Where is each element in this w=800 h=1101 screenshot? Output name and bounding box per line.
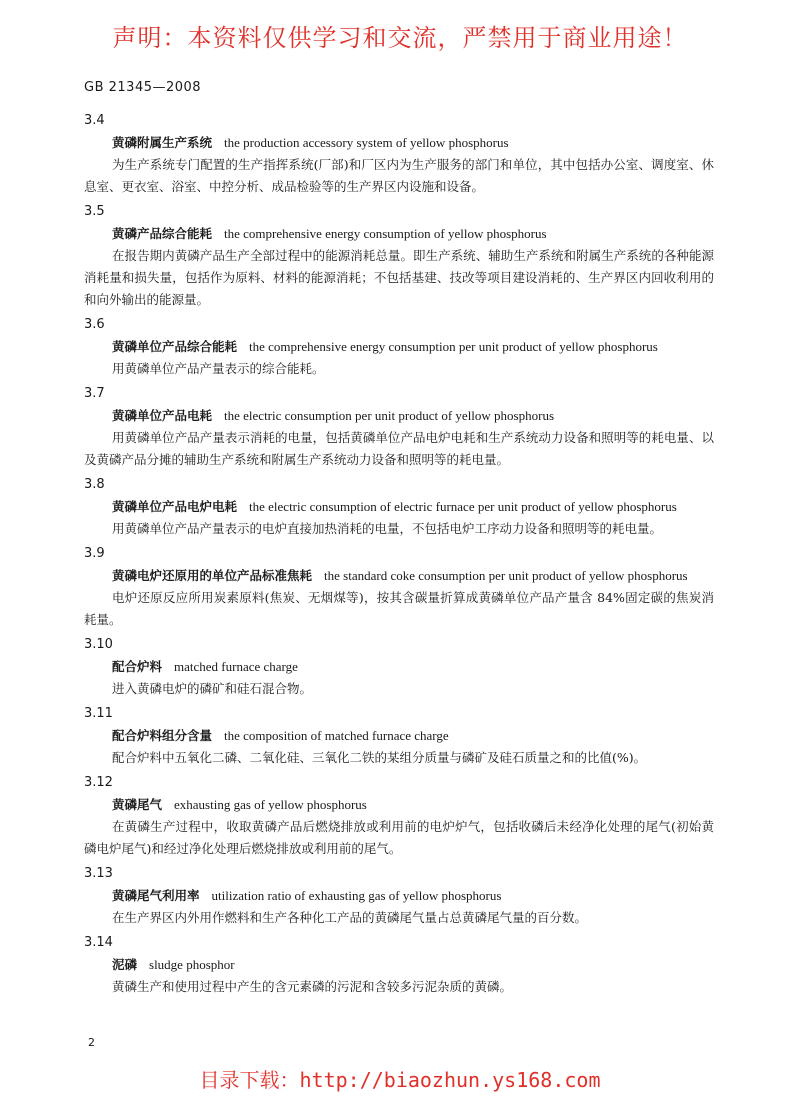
clause-3-9	[84, 543, 714, 631]
term-chinese: 黄磷尾气利用率	[112, 888, 200, 903]
term-english: the comprehensive energy consumption of yellow phosphorus	[224, 226, 547, 241]
term-chinese: 黄磷产品综合能耗	[112, 226, 213, 241]
footer-url-link[interactable]: http://biaozhun.ys168.com	[299, 1068, 601, 1092]
term-line	[84, 496, 714, 518]
clause-3-14	[84, 932, 714, 998]
clause-number: 3.6	[84, 317, 105, 332]
clause-number: 3.5	[84, 204, 105, 219]
clause-number: 3.12	[84, 775, 113, 790]
clause-3-4	[84, 110, 714, 198]
term-line	[84, 656, 714, 678]
clause-number: 3.7	[84, 386, 105, 401]
term-chinese: 泥磷	[112, 957, 138, 972]
term-line	[84, 885, 714, 907]
download-footer	[0, 1064, 800, 1093]
term-definition: 用黄磷单位产品产量表示的综合能耗。	[112, 361, 325, 376]
disclaimer-banner: 声明：本资料仅供学习和交流，严禁用于商业用途！	[112, 24, 688, 52]
clause-number: 3.8	[84, 477, 105, 492]
term-english: the production accessory system of yellow phosphorus	[224, 135, 509, 150]
term-line	[84, 405, 714, 427]
clause-3-5	[84, 201, 714, 311]
term-english: matched furnace charge	[174, 659, 298, 674]
clause-3-7	[84, 383, 714, 471]
footer-label: 目录下载：	[199, 1068, 300, 1092]
term-definition: 电炉还原反应所用炭素原料(焦炭、无烟煤等)，按其含碳量折算成黄磷单位产品产量含 84%固定碳的焦炭消耗量。	[84, 590, 714, 627]
page-number: 2	[88, 1036, 95, 1049]
term-chinese: 配合炉料组分含量	[112, 728, 213, 743]
term-line	[84, 725, 714, 747]
term-definition: 在生产界区内外用作燃料和生产各种化工产品的黄磷尾气量占总黄磷尾气量的百分数。	[112, 910, 588, 925]
term-line	[84, 565, 714, 587]
term-english: the electric consumption per unit product of yellow phosphorus	[224, 408, 554, 423]
term-english: sludge phosphor	[149, 957, 235, 972]
term-definition: 用黄磷单位产品产量表示消耗的电量，包括黄磷单位产品电炉电耗和生产系统动力设备和照明等的耗电量、以及黄磷产品分摊的辅助生产系统和附属生产系统动力设备和照明等的耗电量。	[84, 430, 714, 467]
term-line	[84, 223, 714, 245]
term-definition: 用黄磷单位产品产量表示的电炉直接加热消耗的电量，不包括电炉工序动力设备和照明等的耗电量。	[112, 521, 663, 536]
term-definition: 进入黄磷电炉的磷矿和硅石混合物。	[112, 681, 313, 696]
term-chinese: 黄磷附属生产系统	[112, 135, 213, 150]
clause-3-13	[84, 863, 714, 929]
term-chinese: 配合炉料	[112, 659, 163, 674]
term-definition: 在报告期内黄磷产品生产全部过程中的能源消耗总量。即生产系统、辅助生产系统和附属生产系统的各种能源消耗量和损失量，包括作为原料、材料的能源消耗；不包括基建、技改等项目建设消耗的、生产界区内回收利用的和向外输出的能源量。	[84, 248, 714, 307]
clause-number: 3.11	[84, 706, 113, 721]
term-line	[84, 132, 714, 154]
term-english: the electric consumption of electric furnace per unit product of yellow phosphorus	[249, 499, 677, 514]
clause-number: 3.9	[84, 546, 105, 561]
clause-3-6	[84, 314, 714, 380]
term-chinese: 黄磷尾气	[112, 797, 163, 812]
clause-3-12	[84, 772, 714, 860]
term-english: the comprehensive energy consumption per unit product of yellow phosphorus	[249, 339, 658, 354]
term-chinese: 黄磷电炉还原用的单位产品标准焦耗	[112, 568, 313, 583]
clause-3-11	[84, 703, 714, 769]
clause-list	[84, 110, 714, 1001]
term-definition: 配合炉料中五氧化二磷、二氧化硅、三氧化二铁的某组分质量与磷矿及硅石质量之和的比值(%)。	[112, 750, 647, 765]
clause-3-10	[84, 634, 714, 700]
term-chinese: 黄磷单位产品电耗	[112, 408, 213, 423]
term-english: utilization ratio of exhausting gas of yellow phosphorus	[211, 888, 502, 903]
term-chinese: 黄磷单位产品综合能耗	[112, 339, 238, 354]
term-line	[84, 336, 714, 358]
clause-3-8	[84, 474, 714, 540]
standard-number-header: GB 21345—2008	[84, 80, 202, 95]
term-english: exhausting gas of yellow phosphorus	[174, 797, 367, 812]
clause-number: 3.4	[84, 113, 105, 128]
clause-number: 3.13	[84, 866, 113, 881]
clause-number: 3.10	[84, 637, 113, 652]
term-definition: 为生产系统专门配置的生产指挥系统(厂部)和厂区内为生产服务的部门和单位，其中包括办公室、调度室、休息室、更衣室、浴室、中控分析、成品检验等的生产界区内设施和设备。	[84, 157, 714, 194]
term-definition: 在黄磷生产过程中，收取黄磷产品后燃烧排放或利用前的电炉炉气，包括收磷后未经净化处理的尾气(初始黄磷电炉尾气)和经过净化处理后燃烧排放或利用前的尾气。	[84, 819, 714, 856]
clause-number: 3.14	[84, 935, 113, 950]
term-line	[84, 954, 714, 976]
term-english: the standard coke consumption per unit product of yellow phosphorus	[324, 568, 688, 583]
term-english: the composition of matched furnace charge	[224, 728, 449, 743]
term-definition: 黄磷生产和使用过程中产生的含元素磷的污泥和含较多污泥杂质的黄磷。	[112, 979, 513, 994]
term-line	[84, 794, 714, 816]
term-chinese: 黄磷单位产品电炉电耗	[112, 499, 238, 514]
